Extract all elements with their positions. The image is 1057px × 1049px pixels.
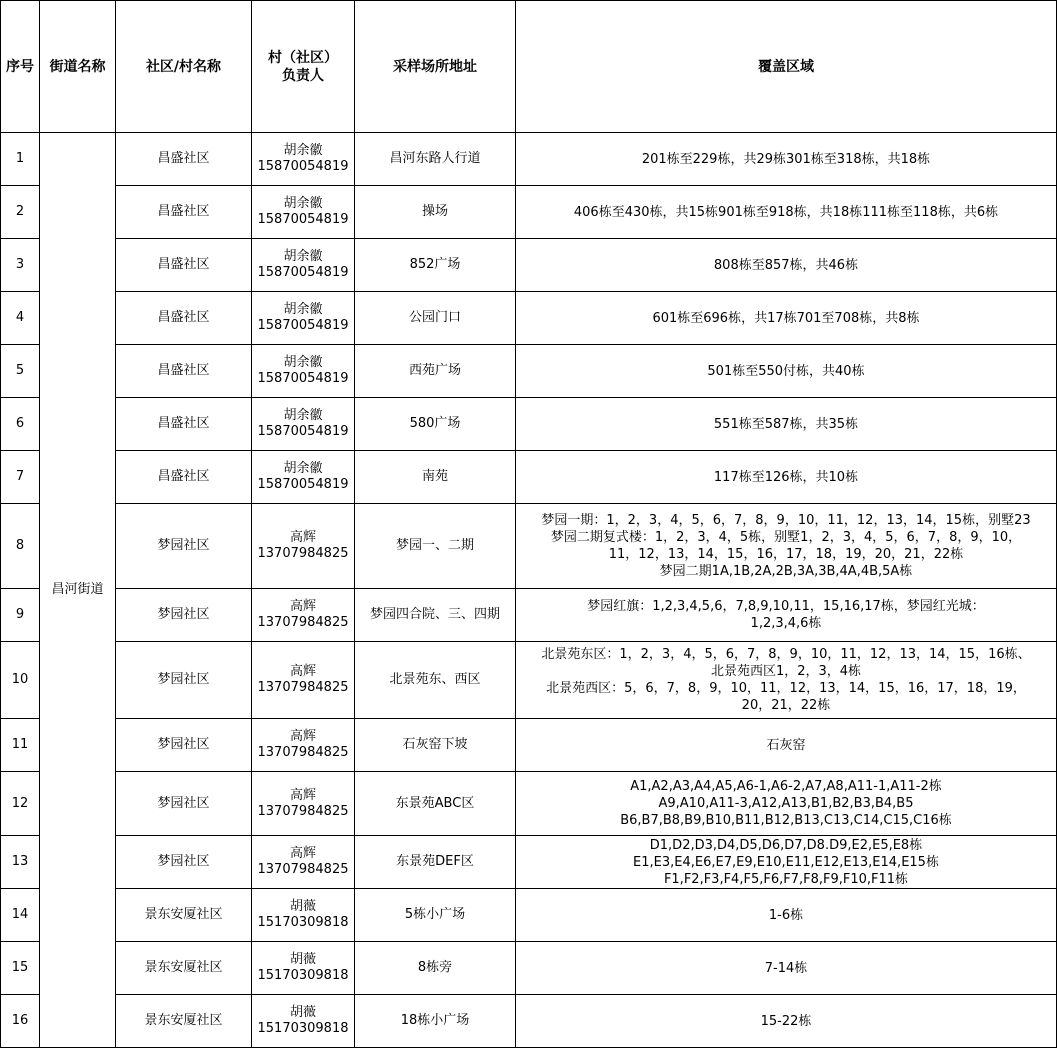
row-index: 12: [1, 772, 40, 836]
coverage-line: A9,A10,A11-3,A12,A13,B1,B2,B3,B4,B5: [658, 796, 914, 811]
coverage-area: [516, 589, 1057, 642]
table-row: [1, 836, 1057, 889]
leader-cell: [252, 186, 355, 239]
row-index: 14: [1, 889, 40, 942]
coverage-line: 石灰窑: [766, 737, 806, 753]
row-index: 13: [1, 836, 40, 889]
leader-name: 高辉: [289, 846, 316, 861]
leader-phone: 13707984825: [257, 745, 349, 760]
header-index: 序号: [1, 1, 40, 133]
leader-cell: [252, 995, 355, 1048]
row-index: 11: [1, 719, 40, 772]
sampling-site: 18栋小广场: [355, 995, 516, 1048]
coverage-area: [516, 451, 1057, 504]
coverage-area: [516, 186, 1057, 239]
leader-phone: 15870054819: [257, 371, 349, 386]
coverage-line: 北景苑东区：1，2，3，4，5，6，7，8，9，10，11，12，13，14，15，16栋、: [541, 647, 1031, 662]
leader-cell: [252, 239, 355, 292]
coverage-area: [516, 836, 1057, 889]
sampling-site: 梦园四合院、三、四期: [355, 589, 516, 642]
coverage-line: 808栋至857栋，共46栋: [713, 257, 859, 273]
leader-phone: 15870054819: [257, 265, 349, 280]
table-row: [1, 889, 1057, 942]
row-index: 9: [1, 589, 40, 642]
coverage-area: [516, 995, 1057, 1048]
leader-name: 胡余徽: [283, 355, 323, 370]
header-leader-line1: 村（社区）: [268, 49, 338, 66]
row-index: 7: [1, 451, 40, 504]
leader-cell: [252, 504, 355, 589]
coverage-line: 梦园二期1A,1B,2A,2B,3A,3B,4A,4B,5A栋: [659, 564, 913, 579]
community-name: 昌盛社区: [116, 292, 252, 345]
coverage-area: [516, 642, 1057, 719]
leader-name: 高辉: [289, 664, 316, 679]
coverage-line: A1,A2,A3,A4,A5,A6-1,A6-2,A7,A8,A11-1,A11-2栋: [630, 779, 942, 794]
leader-cell: [252, 889, 355, 942]
street-name: 昌河街道: [40, 133, 116, 1048]
coverage-line: 20，21，22栋: [741, 698, 831, 713]
coverage-line: 梦园二期复式楼：1，2，3，4，5栋，别墅1，2，3，4，5，6，7，8，9，10，: [550, 530, 1022, 545]
table-body: [1, 133, 1057, 1048]
leader-name: 胡余徽: [283, 196, 323, 211]
table-row: [1, 772, 1057, 836]
header-street: 街道名称: [40, 1, 116, 133]
coverage-area: [516, 772, 1057, 836]
coverage-line: 1,2,3,4,6栋: [750, 616, 822, 631]
sampling-site: 公园门口: [355, 292, 516, 345]
community-name: 梦园社区: [116, 504, 252, 589]
row-index: 16: [1, 995, 40, 1048]
coverage-line: 11，12，13，14，15，16，17，18，19，20，21，22栋: [608, 547, 964, 562]
coverage-area: [516, 504, 1057, 589]
coverage-line: B6,B7,B8,B9,B10,B11,B12,B13,C13,C14,C15,C16栋: [620, 813, 952, 828]
leader-phone: 15170309818: [257, 915, 349, 930]
coverage-line: D1,D2,D3,D4,D5,D6,D7,D8.D9,E2,E5,E8栋: [649, 837, 923, 853]
coverage-line: F1,F2,F3,F4,F5,F6,F7,F8,F9,F10,F11栋: [663, 871, 909, 887]
leader-cell: [252, 398, 355, 451]
sampling-site: 昌河东路人行道: [355, 133, 516, 186]
leader-cell: [252, 642, 355, 719]
coverage-line: 梦园红旗：1,2,3,4,5,6，7,8,9,10,11，15,16,17栋，梦园红光城：: [587, 599, 985, 614]
sampling-site: 石灰窑下坡: [355, 719, 516, 772]
community-name: 昌盛社区: [116, 398, 252, 451]
leader-phone: 15870054819: [257, 424, 349, 439]
leader-phone: 15170309818: [257, 968, 349, 983]
community-name: 梦园社区: [116, 836, 252, 889]
leader-phone: 15870054819: [257, 318, 349, 333]
leader-phone: 13707984825: [257, 803, 349, 819]
coverage-area: [516, 942, 1057, 995]
header-leader-line2: 负责人: [282, 67, 324, 84]
leader-name: 胡薇: [289, 899, 316, 914]
community-name: 梦园社区: [116, 772, 252, 836]
leader-cell: [252, 133, 355, 186]
leader-phone: 13707984825: [257, 680, 349, 695]
leader-cell: [252, 292, 355, 345]
coverage-area: [516, 398, 1057, 451]
leader-cell: [252, 345, 355, 398]
leader-name: 胡余徽: [283, 143, 323, 158]
sampling-site: 梦园一、二期: [355, 504, 516, 589]
leader-name: 胡余徽: [283, 408, 323, 423]
sampling-site: 南苑: [355, 451, 516, 504]
header-leader: [252, 1, 355, 133]
header-coverage: 覆盖区域: [516, 1, 1057, 133]
coverage-line: 117栋至126栋，共10栋: [713, 469, 859, 485]
coverage-line: 北景苑西区：5，6，7，8，9，10，11，12，13，14，15，16，17，18，19，: [546, 681, 1026, 696]
leader-name: 胡薇: [289, 952, 316, 967]
coverage-line: 梦园一期：1，2，3，4，5，6，7，8，9，10，11，12，13，14，15栋，别墅23: [541, 513, 1031, 528]
leader-phone: 15170309818: [257, 1021, 349, 1036]
table-row: [1, 345, 1057, 398]
sampling-site: 西苑广场: [355, 345, 516, 398]
leader-phone: 15870054819: [257, 477, 349, 492]
table-row: [1, 719, 1057, 772]
leader-phone: 15870054819: [257, 159, 349, 174]
coverage-area: [516, 239, 1057, 292]
leader-name: 胡余徽: [283, 249, 323, 264]
sampling-site: 东景苑DEF区: [355, 836, 516, 889]
table-row: [1, 642, 1057, 719]
coverage-line: 601栋至696栋，共17栋701至708栋，共8栋: [652, 310, 920, 326]
coverage-area: [516, 889, 1057, 942]
coverage-line: 201栋至229栋，共29栋301栋至318栋，共18栋: [641, 151, 931, 167]
leader-name: 胡薇: [289, 1005, 316, 1020]
leader-cell: [252, 719, 355, 772]
community-name: 昌盛社区: [116, 451, 252, 504]
leader-cell: [252, 772, 355, 836]
row-index: 10: [1, 642, 40, 719]
table-row: [1, 504, 1057, 589]
row-index: 4: [1, 292, 40, 345]
coverage-area: [516, 345, 1057, 398]
leader-name: 高辉: [289, 729, 316, 744]
table-row: [1, 995, 1057, 1048]
header-community: 社区/村名称: [116, 1, 252, 133]
leader-name: 高辉: [289, 787, 316, 803]
header-site: 采样场所地址: [355, 1, 516, 133]
leader-phone: 15870054819: [257, 212, 349, 227]
row-index: 1: [1, 133, 40, 186]
sampling-site: 580广场: [355, 398, 516, 451]
community-name: 景东安厦社区: [116, 889, 252, 942]
leader-cell: [252, 589, 355, 642]
coverage-area: [516, 719, 1057, 772]
row-index: 15: [1, 942, 40, 995]
coverage-line: 551栋至587栋，共35栋: [713, 416, 859, 432]
sampling-site: 操场: [355, 186, 516, 239]
table-row: [1, 589, 1057, 642]
sampling-site: 东景苑ABC区: [355, 772, 516, 836]
row-index: 8: [1, 504, 40, 589]
table-row: [1, 239, 1057, 292]
table-row: [1, 398, 1057, 451]
community-name: 梦园社区: [116, 719, 252, 772]
coverage-line: 1-6栋: [768, 907, 804, 923]
coverage-line: 北景苑西区1，2，3，4栋: [710, 664, 862, 679]
sampling-site: 852广场: [355, 239, 516, 292]
row-index: 6: [1, 398, 40, 451]
leader-phone: 13707984825: [257, 546, 349, 561]
leader-name: 胡余徽: [283, 302, 323, 317]
table-row: [1, 942, 1057, 995]
row-index: 3: [1, 239, 40, 292]
coverage-area: [516, 292, 1057, 345]
community-name: 昌盛社区: [116, 186, 252, 239]
sampling-site: 北景苑东、西区: [355, 642, 516, 719]
leader-phone: 13707984825: [257, 862, 349, 877]
coverage-line: 406栋至430栋，共15栋901栋至918栋，共18栋111栋至118栋，共6栋: [573, 204, 999, 220]
community-name: 昌盛社区: [116, 239, 252, 292]
leader-cell: [252, 836, 355, 889]
community-name: 景东安厦社区: [116, 942, 252, 995]
coverage-line: 15-22栋: [760, 1013, 812, 1029]
leader-phone: 13707984825: [257, 615, 349, 630]
row-index: 5: [1, 345, 40, 398]
community-name: 昌盛社区: [116, 345, 252, 398]
header-row: [1, 1, 1057, 133]
community-name: 梦园社区: [116, 589, 252, 642]
community-name: 昌盛社区: [116, 133, 252, 186]
leader-cell: [252, 451, 355, 504]
row-index: 2: [1, 186, 40, 239]
sampling-site: 5栋小广场: [355, 889, 516, 942]
coverage-line: 7-14栋: [764, 960, 808, 976]
coverage-line: E1,E3,E4,E6,E7,E9,E10,E11,E12,E13,E14,E15栋: [633, 854, 939, 870]
table-row: [1, 186, 1057, 239]
table-row: [1, 133, 1057, 186]
leader-name: 高辉: [289, 599, 316, 614]
leader-name: 高辉: [289, 530, 316, 545]
coverage-line: 501栋至550付栋，共40栋: [707, 363, 865, 379]
sampling-site: 8栋旁: [355, 942, 516, 995]
coverage-area: [516, 133, 1057, 186]
leader-cell: [252, 942, 355, 995]
leader-name: 胡余徽: [283, 461, 323, 476]
table-row: [1, 451, 1057, 504]
table-row: [1, 292, 1057, 345]
community-name: 梦园社区: [116, 642, 252, 719]
community-name: 景东安厦社区: [116, 995, 252, 1048]
